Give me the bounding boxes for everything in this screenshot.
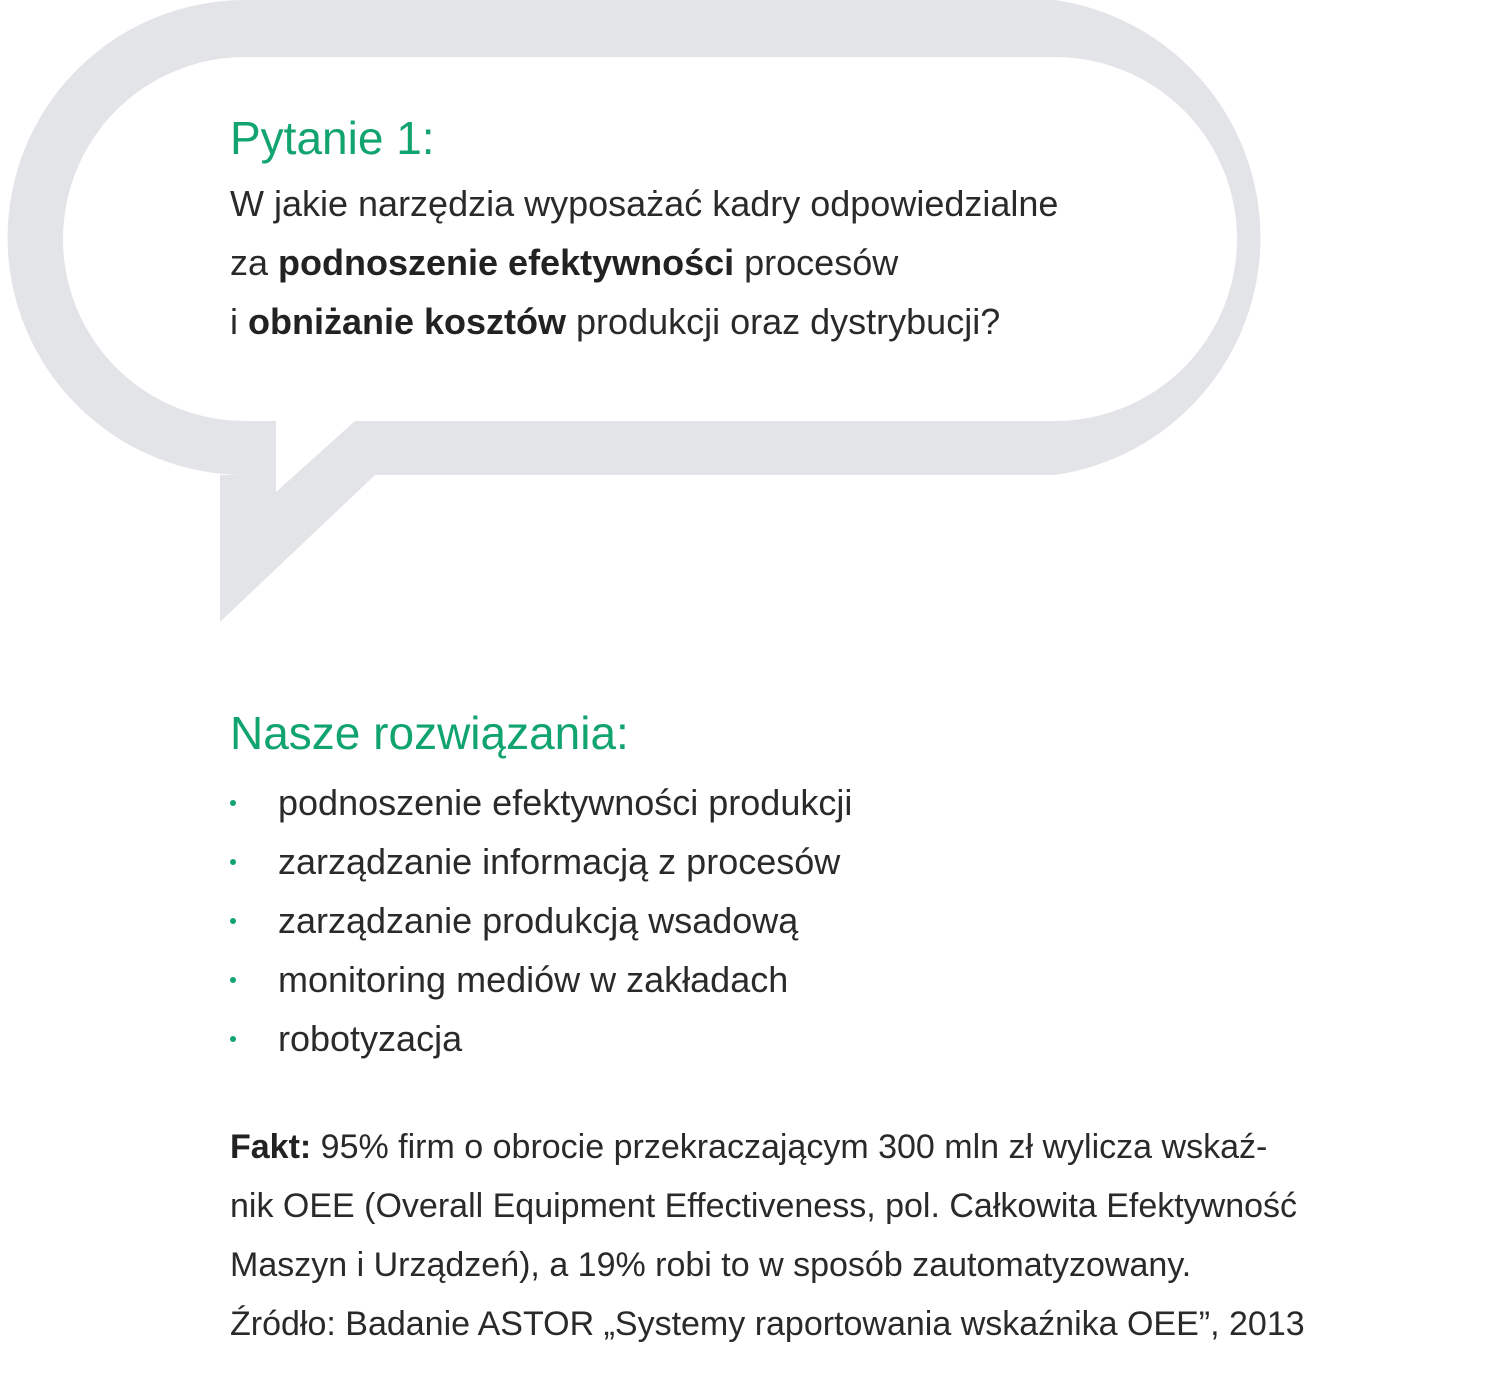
bullet-dot-icon <box>230 859 236 865</box>
question-line-3-suffix: produkcji oraz dystrybucji? <box>566 301 1001 342</box>
fact-section <box>230 1118 1380 1354</box>
question-text <box>230 174 1210 351</box>
solution-label: zarządzanie informacją z procesów <box>278 841 841 882</box>
fact-label: Fakt: <box>230 1128 312 1166</box>
solution-label: monitoring mediów w zakładach <box>278 959 789 1000</box>
fact-line-1: 95% firm o obrocie przekraczającym 300 mln zł wylicza wskaź- <box>311 1128 1268 1166</box>
question-line-2-bold: podnoszenie efektywności <box>278 242 735 283</box>
fact-line-2: nik OEE (Overall Equipment Effectiveness, pol. Całkowita Efektywność <box>230 1187 1298 1225</box>
fact-paragraph <box>230 1118 1380 1354</box>
solutions-section <box>230 703 1330 1068</box>
fact-source: Źródło: Badanie ASTOR „Systemy raportowania wskaźnika OEE”, 2013 <box>230 1305 1305 1343</box>
question-line-3-bold: obniżanie kosztów <box>248 301 567 342</box>
question-line-1: W jakie narzędzia wyposażać kadry odpowiedzialne <box>230 183 1059 224</box>
solutions-heading: Nasze rozwiązania: <box>230 707 629 759</box>
bullet-dot-icon <box>230 800 236 806</box>
list-item <box>230 773 1330 832</box>
question-line-3-prefix: i <box>230 301 248 342</box>
question-line-2-suffix: procesów <box>734 242 899 283</box>
solution-label: robotyzacja <box>278 1018 463 1059</box>
list-item <box>230 832 1330 891</box>
question-heading: Pytanie 1: <box>230 112 435 164</box>
solution-label: zarządzanie produkcją wsadową <box>278 900 799 941</box>
list-item <box>230 1009 1330 1068</box>
solution-label: podnoszenie efektywności produkcji <box>278 782 853 823</box>
bullet-dot-icon <box>230 1036 236 1042</box>
list-item <box>230 950 1330 1009</box>
bullet-dot-icon <box>230 918 236 924</box>
list-item <box>230 891 1330 950</box>
fact-line-3: Maszyn i Urządzeń), a 19% robi to w sposób zautomatyzowany. <box>230 1246 1192 1284</box>
solutions-list <box>230 773 1330 1068</box>
bullet-dot-icon <box>230 977 236 983</box>
question-section <box>230 108 1210 351</box>
question-line-2-prefix: za <box>230 242 279 283</box>
